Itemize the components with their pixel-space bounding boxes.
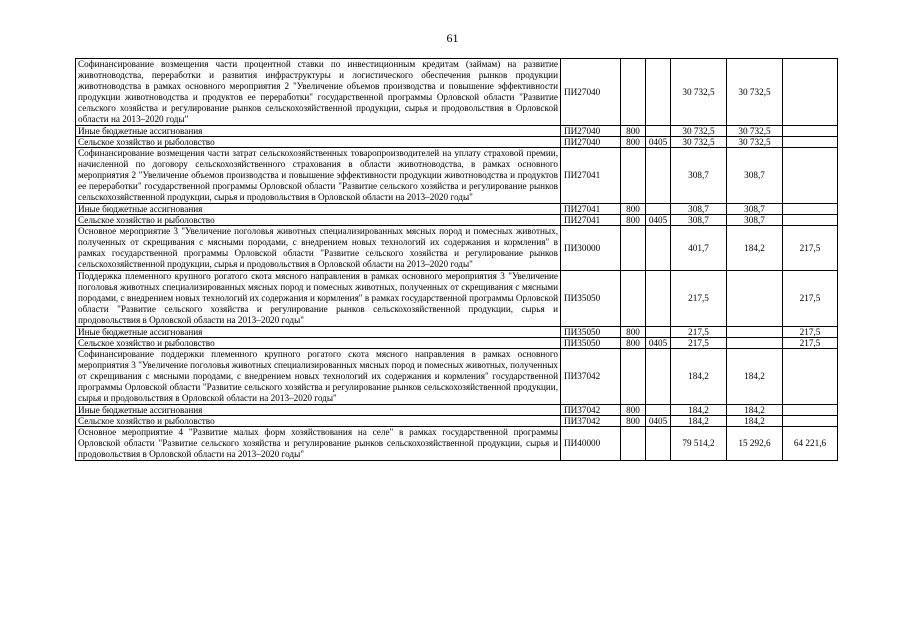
row-code-cell: ПИ37042 bbox=[561, 349, 621, 405]
row-section-cell bbox=[646, 327, 671, 338]
row-regional-cell: 217,5 bbox=[783, 271, 838, 327]
row-section-cell: 0405 bbox=[646, 137, 671, 148]
table-row bbox=[76, 327, 838, 338]
row-federal-cell: 15 292,6 bbox=[727, 427, 783, 461]
row-name-cell: Софинансирование поддержки племенного крупного рогатого скота мясного направления в рамках основного мероприятия 3 "Увеличение поголовья животных специализированных мясных пород и помесных животных, полученных от скрещивания с мясными породами, с внедрением новых технологий их содержания и кормления" государственной программы Орловской области "Развитие сельского хозяйства и регулирование рынков сельскохозяйственной продукции, сырья и продовольствия в Орловской области на 2013–2020 годы" bbox=[76, 349, 561, 405]
row-code-cell: ПИ35050 bbox=[561, 327, 621, 338]
row-name-cell: Основное мероприятие 4 "Развитие малых форм хозяйствования на селе" в рамках государственной программы Орловской области "Развитие сельского хозяйства и регулирование рынков сельскохозяйственной продукции, сырья и продовольствия в Орловской области на 2013–2020 годы" bbox=[76, 427, 561, 461]
row-regional-cell: 217,5 bbox=[783, 226, 838, 271]
row-code-cell: ПИ27040 bbox=[561, 126, 621, 137]
page-number: 61 bbox=[446, 31, 459, 45]
row-federal-cell: 184,2 bbox=[727, 405, 783, 416]
row-total-cell: 308,7 bbox=[671, 215, 727, 226]
row-section-cell bbox=[646, 427, 671, 461]
table-row bbox=[76, 349, 838, 405]
table-row bbox=[76, 215, 838, 226]
row-section-cell bbox=[646, 349, 671, 405]
row-expense-type-cell bbox=[621, 427, 646, 461]
table-row bbox=[76, 271, 838, 327]
row-federal-cell: 184,2 bbox=[727, 416, 783, 427]
row-total-cell: 308,7 bbox=[671, 204, 727, 215]
table-row bbox=[76, 405, 838, 416]
row-regional-cell: 64 221,6 bbox=[783, 427, 838, 461]
table-row bbox=[76, 137, 838, 148]
row-expense-type-cell bbox=[621, 59, 646, 126]
row-section-cell: 0405 bbox=[646, 215, 671, 226]
row-total-cell: 184,2 bbox=[671, 416, 727, 427]
row-regional-cell bbox=[783, 126, 838, 137]
row-total-cell: 401,7 bbox=[671, 226, 727, 271]
row-name-cell: Иные бюджетные ассигнования bbox=[76, 327, 561, 338]
row-section-cell bbox=[646, 226, 671, 271]
row-name-cell: Иные бюджетные ассигнования bbox=[76, 204, 561, 215]
row-expense-type-cell: 800 bbox=[621, 137, 646, 148]
row-total-cell: 217,5 bbox=[671, 271, 727, 327]
row-name-cell: Основное мероприятие 3 "Увеличение поголовья животных специализированных мясных пород и помесных животных, полученных от скрещивания с мясными породами, с внедрением новых технологий их содержания и кормления" в рамках государственной программы Орловской области "Развитие сельского хозяйства и регулирование рынков сельскохозяйственной продукции, сырья и продовольствия в Орловской области на 2013–2020 годы" bbox=[76, 226, 561, 271]
row-regional-cell bbox=[783, 215, 838, 226]
row-code-cell: ПИ35050 bbox=[561, 271, 621, 327]
row-federal-cell: 308,7 bbox=[727, 148, 783, 204]
row-expense-type-cell bbox=[621, 349, 646, 405]
row-regional-cell bbox=[783, 204, 838, 215]
row-federal-cell: 30 732,5 bbox=[727, 137, 783, 148]
budget-table bbox=[75, 58, 838, 461]
row-expense-type-cell: 800 bbox=[621, 215, 646, 226]
row-section-cell bbox=[646, 405, 671, 416]
table-row bbox=[76, 416, 838, 427]
row-code-cell: ПИ27041 bbox=[561, 215, 621, 226]
row-federal-cell bbox=[727, 327, 783, 338]
row-federal-cell: 308,7 bbox=[727, 215, 783, 226]
row-federal-cell: 30 732,5 bbox=[727, 59, 783, 126]
row-code-cell: ПИ27041 bbox=[561, 148, 621, 204]
row-federal-cell: 184,2 bbox=[727, 349, 783, 405]
row-federal-cell: 30 732,5 bbox=[727, 126, 783, 137]
row-name-cell: Софинансирование возмещения части процентной ставки по инвестиционным кредитам (займам) на развитие животноводства, переработки и развития инфраструктуры и логистического обеспечения рынков продукции животноводства в рамках основного мероприятия 2 "Увеличение объемов производства и повышение эффективности продукции животноводства и продуктов ее переработки" государственной программы Орловской области "Развитие сельского хозяйства и регулирование рынков сельскохозяйственной продукции, сырья и продовольствия в Орловской области на 2013–2020 годы" bbox=[76, 59, 561, 126]
row-section-cell bbox=[646, 148, 671, 204]
row-regional-cell: 217,5 bbox=[783, 327, 838, 338]
row-total-cell: 30 732,5 bbox=[671, 126, 727, 137]
table-row bbox=[76, 126, 838, 137]
row-code-cell: ПИ27040 bbox=[561, 59, 621, 126]
row-regional-cell bbox=[783, 148, 838, 204]
row-total-cell: 30 732,5 bbox=[671, 137, 727, 148]
row-code-cell: ПИ37042 bbox=[561, 405, 621, 416]
table-row bbox=[76, 59, 838, 126]
row-name-cell: Сельское хозяйство и рыболовство bbox=[76, 137, 561, 148]
row-section-cell bbox=[646, 271, 671, 327]
row-total-cell: 217,5 bbox=[671, 338, 727, 349]
table-row bbox=[76, 226, 838, 271]
row-total-cell: 308,7 bbox=[671, 148, 727, 204]
row-federal-cell bbox=[727, 271, 783, 327]
row-expense-type-cell: 800 bbox=[621, 126, 646, 137]
row-expense-type-cell: 800 bbox=[621, 327, 646, 338]
row-regional-cell: 217,5 bbox=[783, 338, 838, 349]
row-name-cell: Софинансирование возмещения части затрат сельскохозяйственных товаропроизводителей на уплату страховой премии, начисленной по договору сельскохозяйственного страхования в области животноводства, в рамках основного мероприятия 2 "Увеличение объемов производства и повышение эффективности продукции животноводства и продуктов ее переработки" государственной программы Орловской области "Развитие сельского хозяйства и регулирование рынков сельскохозяйственной продукции, сырья и продовольствия в Орловской области на 2013–2020 годы" bbox=[76, 148, 561, 204]
row-code-cell: ПИ35050 bbox=[561, 338, 621, 349]
row-section-cell bbox=[646, 59, 671, 126]
row-code-cell: ПИ27041 bbox=[561, 204, 621, 215]
row-total-cell: 184,2 bbox=[671, 349, 727, 405]
row-name-cell: Сельское хозяйство и рыболовство bbox=[76, 215, 561, 226]
row-federal-cell: 184,2 bbox=[727, 226, 783, 271]
row-regional-cell bbox=[783, 405, 838, 416]
row-regional-cell bbox=[783, 349, 838, 405]
row-expense-type-cell bbox=[621, 271, 646, 327]
row-regional-cell bbox=[783, 137, 838, 148]
row-code-cell: ПИ30000 bbox=[561, 226, 621, 271]
row-name-cell: Иные бюджетные ассигнования bbox=[76, 126, 561, 137]
row-total-cell: 79 514,2 bbox=[671, 427, 727, 461]
row-expense-type-cell: 800 bbox=[621, 405, 646, 416]
row-code-cell: ПИ40000 bbox=[561, 427, 621, 461]
row-regional-cell bbox=[783, 416, 838, 427]
row-section-cell bbox=[646, 126, 671, 137]
row-expense-type-cell: 800 bbox=[621, 416, 646, 427]
row-code-cell: ПИ27040 bbox=[561, 137, 621, 148]
row-expense-type-cell: 800 bbox=[621, 338, 646, 349]
row-section-cell: 0405 bbox=[646, 338, 671, 349]
row-section-cell bbox=[646, 204, 671, 215]
table-row bbox=[76, 204, 838, 215]
row-name-cell: Поддержка племенного крупного рогатого скота мясного направления в рамках основного мероприятия 3 "Увеличение поголовья животных специализированных мясных пород и помесных животных, полученных от скрещивания с мясными породами, с внедрением новых технологий их содержания и кормления" в рамках государственной программы Орловской области "Развитие сельского хозяйства и регулирование рынков сельскохозяйственной продукции, сырья и продовольствия в Орловской области на 2013–2020 годы" bbox=[76, 271, 561, 327]
row-name-cell: Сельское хозяйство и рыболовство bbox=[76, 416, 561, 427]
row-federal-cell bbox=[727, 338, 783, 349]
row-code-cell: ПИ37042 bbox=[561, 416, 621, 427]
row-regional-cell bbox=[783, 59, 838, 126]
table-row bbox=[76, 338, 838, 349]
row-total-cell: 30 732,5 bbox=[671, 59, 727, 126]
table-body bbox=[76, 59, 838, 461]
table-row bbox=[76, 148, 838, 204]
row-federal-cell: 308,7 bbox=[727, 204, 783, 215]
table-row bbox=[76, 427, 838, 461]
row-name-cell: Сельское хозяйство и рыболовство bbox=[76, 338, 561, 349]
row-total-cell: 217,5 bbox=[671, 327, 727, 338]
row-expense-type-cell bbox=[621, 226, 646, 271]
row-expense-type-cell bbox=[621, 148, 646, 204]
row-section-cell: 0405 bbox=[646, 416, 671, 427]
row-name-cell: Иные бюджетные ассигнования bbox=[76, 405, 561, 416]
row-expense-type-cell: 800 bbox=[621, 204, 646, 215]
row-total-cell: 184,2 bbox=[671, 405, 727, 416]
